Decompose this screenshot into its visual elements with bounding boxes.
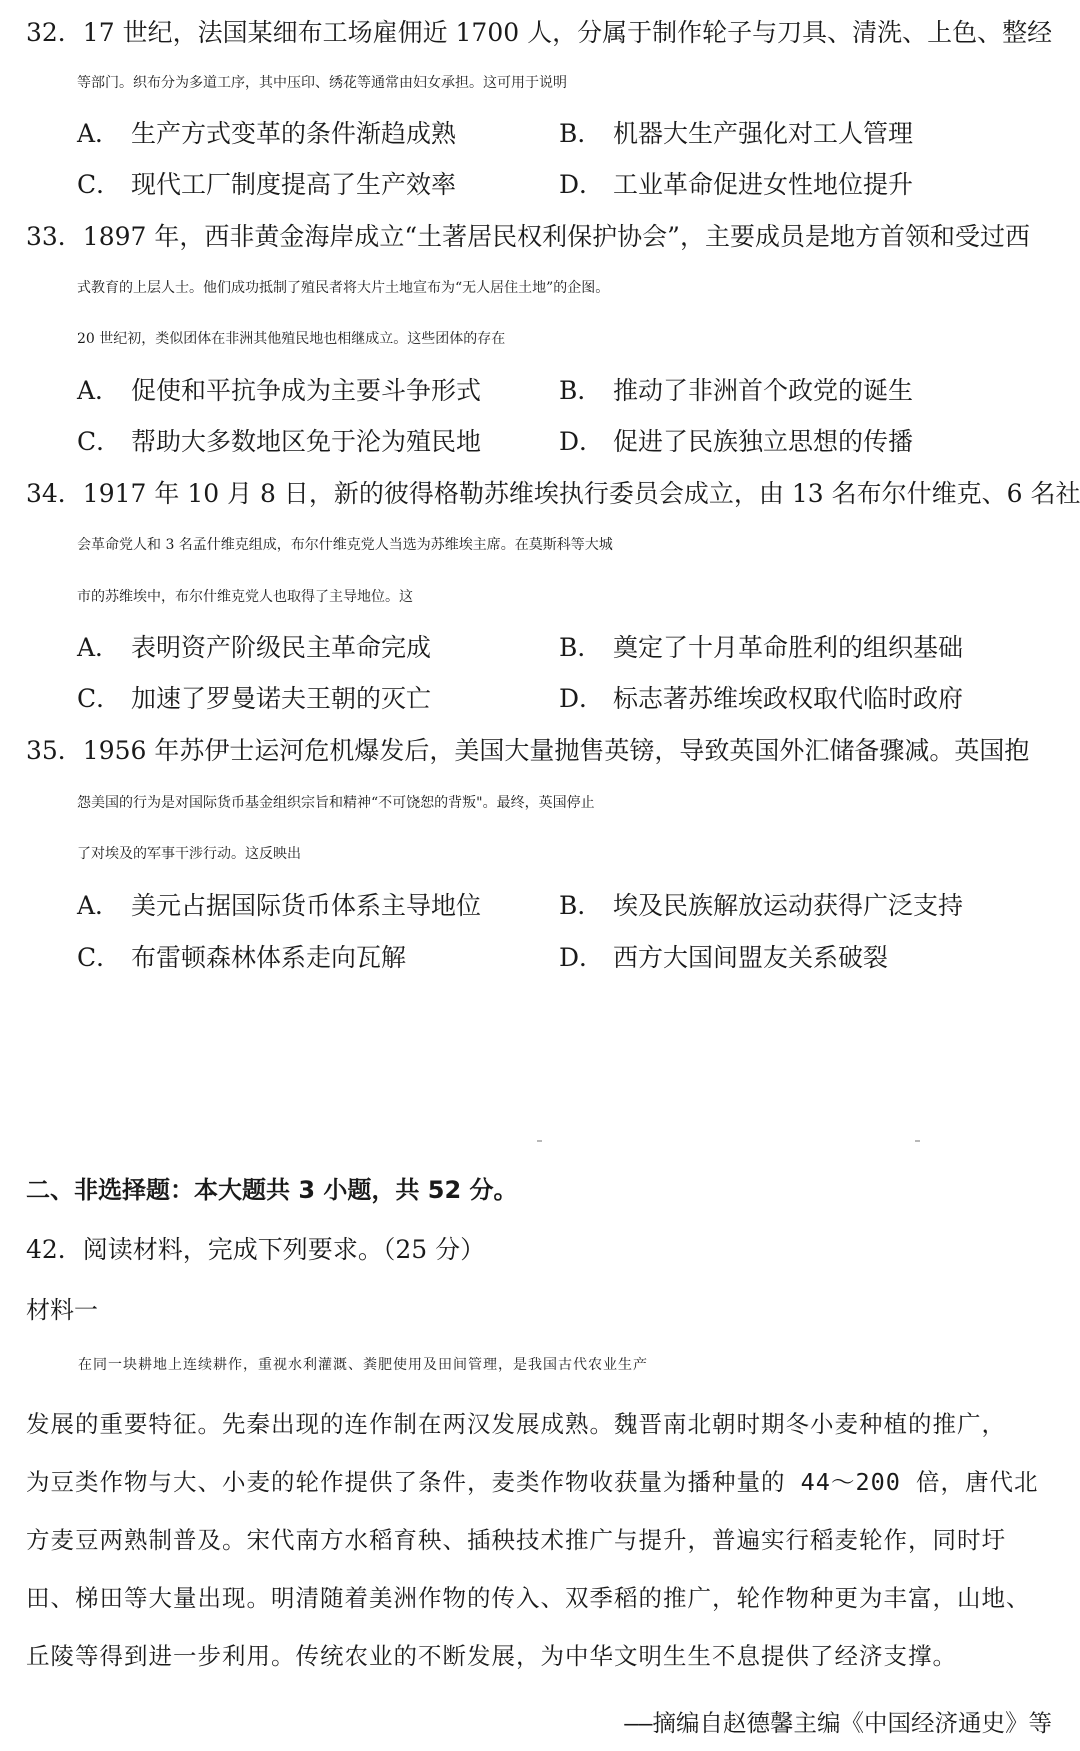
passage-line-6: 丘陵等得到进一步利用。传统农业的不断发展，为中华文明生生不息提供了经济支撑。 [26,1642,957,1670]
option-text: 促使和平抗争成为主要斗争形式 [131,376,482,405]
option-text: 表明资产阶级民主革命完成 [131,633,432,662]
option-text: 埃及民族解放运动获得广泛支持 [613,891,964,920]
question-32-line-2: 等部门。织布分为多道工序，其中压印、绣花等通常由妇女承担。这可用于说明 [77,75,567,91]
option-text: 促进了民族独立思想的传播 [613,427,914,456]
question-33-option-d [559,425,913,459]
question-32-line-1: 32．17 世纪，法国某细布工场雇佣近 1700 人，分属于制作轮子与刀具、清洗、上色、整经 [26,18,1053,47]
question-35-option-b [559,889,963,923]
option-text: 奠定了十月革命胜利的组织基础 [613,633,964,662]
option-letter: B． [559,633,603,662]
question-35-line-3: 了对埃及的军事干涉行动。这反映出 [77,846,301,862]
option-text: 美元占据国际货币体系主导地位 [131,891,482,920]
option-letter: B． [559,119,603,148]
option-letter: C． [77,684,122,713]
option-text: 布雷顿森林体系走向瓦解 [131,943,407,972]
question-34-line-3: 市的苏维埃中，布尔什维克党人也取得了主导地位。这 [77,589,413,605]
option-letter: A． [77,633,121,662]
option-text: 工业革命促进女性地位提升 [613,170,914,199]
question-35-option-d [559,941,888,975]
option-letter: B． [559,376,603,405]
option-text: 加速了罗曼诺夫王朝的灭亡 [131,684,432,713]
option-text: 现代工厂制度提高了生产效率 [131,170,457,199]
question-34-line-1: 34．1917 年 10 月 8 日，新的彼得格勒苏维埃执行委员会成立，由 13 名布尔什维克、6 名社 [26,479,1080,508]
question-35-line-2: 怨美国的行为是对国际货币基金组织宗旨和精神“不可饶恕的背叛"。最终，英国停止 [77,795,595,811]
scan-speck [537,1140,542,1142]
option-letter: C． [77,170,122,199]
question-35-line-1: 35．1956 年苏伊士运河危机爆发后，美国大量抛售英镑，导致英国外汇储备骤减。英国抱 [26,736,1030,765]
material-source: ——摘编自赵德馨主编《中国经济通史》等 [624,1709,1052,1737]
option-text: 西方大国间盟友关系破裂 [613,943,889,972]
option-letter: A． [77,119,121,148]
question-32-option-a [77,117,456,151]
passage-line-1: 在同一块耕地上连续耕作，重视水利灌溉、粪肥使用及田间管理，是我国古代农业生产 [78,1357,648,1373]
question-33-option-b [559,374,913,408]
passage-line-4: 方麦豆两熟制普及。宋代南方水稻育秧、插秧技术推广与提升，普遍实行稻麦轮作，同时圩 [26,1526,1006,1554]
option-letter: C． [77,427,122,456]
option-letter: D． [559,170,605,199]
question-42-prompt: 42．阅读材料，完成下列要求。（25 分） [26,1235,486,1264]
section-heading: 二、非选择题：本大题共 3 小题，共 52 分。 [26,1176,518,1204]
option-text: 生产方式变革的条件渐趋成熟 [131,119,457,148]
question-32-option-c [77,168,456,202]
question-35-option-a [77,889,481,923]
question-32-option-d [559,168,913,202]
question-33-line-1: 33．1897 年，西非黄金海岸成立“土著居民权利保护协会”，主要成员是地方首领和受过西 [26,222,1030,251]
question-33-line-3: 20 世纪初，类似团体在非洲其他殖民地也相继成立。这些团体的存在 [77,331,506,347]
question-33-option-a [77,374,481,408]
question-33-line-2: 式教育的上层人士。他们成功抵制了殖民者将大片土地宣布为“无人居住土地”的企图。 [77,280,610,296]
option-letter: D． [559,684,605,713]
scan-speck [915,1140,920,1142]
passage-line-5: 田、梯田等大量出现。明清随着美洲作物的传入、双季稻的推广，轮作物种更为丰富，山地、 [26,1584,1031,1612]
option-text: 推动了非洲首个政党的诞生 [613,376,914,405]
option-letter: A． [77,891,121,920]
passage-line-2: 发展的重要特征。先秦出现的连作制在两汉发展成熟。魏晋南北朝时期冬小麦种植的推广， [26,1410,1006,1438]
option-text: 帮助大多数地区免于沦为殖民地 [131,427,482,456]
question-34-option-b [559,631,963,665]
question-34-option-c [77,682,431,716]
question-34-option-d [559,682,963,716]
option-letter: D． [559,427,605,456]
passage-line-3: 为豆类作物与大、小麦的轮作提供了条件，麦类作物收获量为播种量的 44～200 倍，唐代北 [26,1468,1039,1496]
question-32-option-b [559,117,913,151]
question-35-option-c [77,941,406,975]
option-letter: A． [77,376,121,405]
question-34-option-a [77,631,431,665]
option-text: 标志著苏维埃政权取代临时政府 [613,684,964,713]
material-title: 材料一 [26,1296,98,1324]
question-33-option-c [77,425,481,459]
option-text: 机器大生产强化对工人管理 [613,119,914,148]
option-letter: C． [77,943,122,972]
question-34-line-2: 会革命党人和 3 名孟什维克组成，布尔什维克党人当选为苏维埃主席。在莫斯科等大城 [77,537,613,553]
option-letter: D． [559,943,605,972]
option-letter: B． [559,891,603,920]
